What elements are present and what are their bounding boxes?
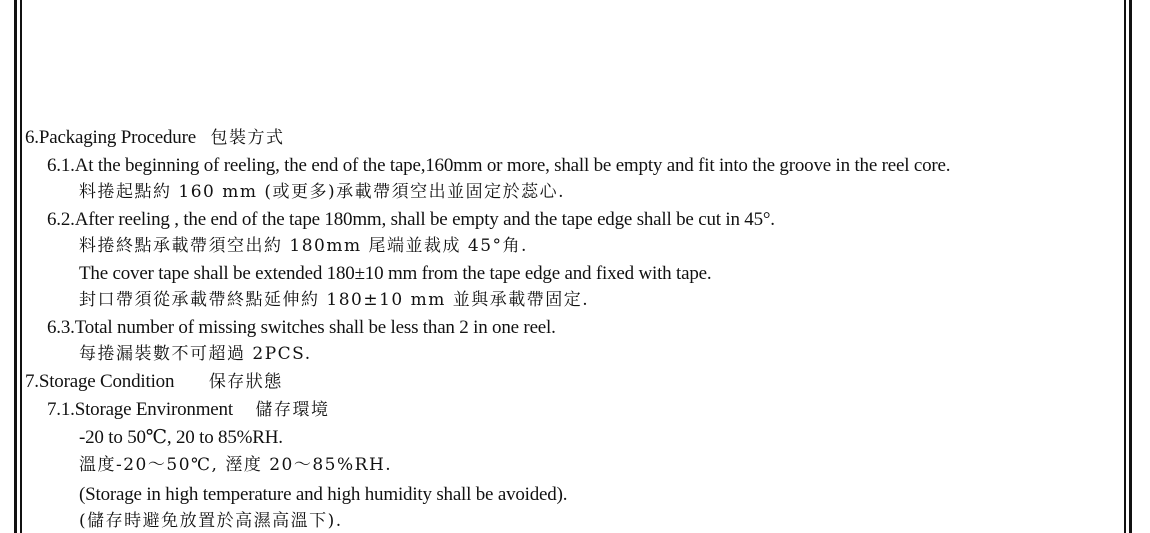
item-6-3-zh: 每捲漏裝數不可超過 2PCS. <box>79 344 312 364</box>
item-6-1-en: 6.1.At the beginning of reeling, the end of the tape,160mm or more, shall be empty and fit into the groove in the reel core. <box>47 155 951 176</box>
item-7-1-title-zh: 儲存環境 <box>255 400 330 420</box>
section-7-title: 7.Storage Condition <box>25 371 175 392</box>
item-7-1-note-zh: (儲存時避免放置於高濕高溫下). <box>79 511 343 531</box>
item-6-2-zh: 料捲終點承載帶須空出約 180mm 尾端並裁成 45°角. <box>79 236 528 256</box>
item-6-1-zh: 料捲起點約 160 mm (或更多)承載帶須空出並固定於蕊心. <box>79 182 566 202</box>
section-7-heading <box>25 370 283 394</box>
item-7-1-range-zh: 溫度-20～50℃, 溼度 20～85%RH. <box>79 455 393 475</box>
item-6-2-en-cover-tape: The cover tape shall be extended 180±10 mm from the tape edge and fixed with tape. <box>79 263 712 284</box>
item-6-3-en: 6.3.Total number of missing switches shall be less than 2 in one reel. <box>47 317 556 338</box>
section-7-title-zh: 保存狀態 <box>208 372 283 392</box>
section-6-title-zh: 包裝方式 <box>210 128 285 148</box>
section-6-title: 6.Packaging Procedure <box>25 127 196 148</box>
item-7-1-title: 7.1.Storage Environment <box>47 399 233 420</box>
item-7-1-heading <box>47 398 329 422</box>
section-6-heading <box>25 126 285 150</box>
item-6-2-zh-cover-tape: 封口帶須從承載帶終點延伸約 180±10 mm 並與承載帶固定. <box>79 290 590 310</box>
item-6-2-en: 6.2.After reeling , the end of the tape 180mm, shall be empty and the tape edge shall be cut in 45°. <box>47 209 775 230</box>
item-7-1-range-en: -20 to 50℃, 20 to 85%RH. <box>79 427 283 448</box>
item-7-1-note-en: (Storage in high temperature and high humidity shall be avoided). <box>79 484 568 505</box>
